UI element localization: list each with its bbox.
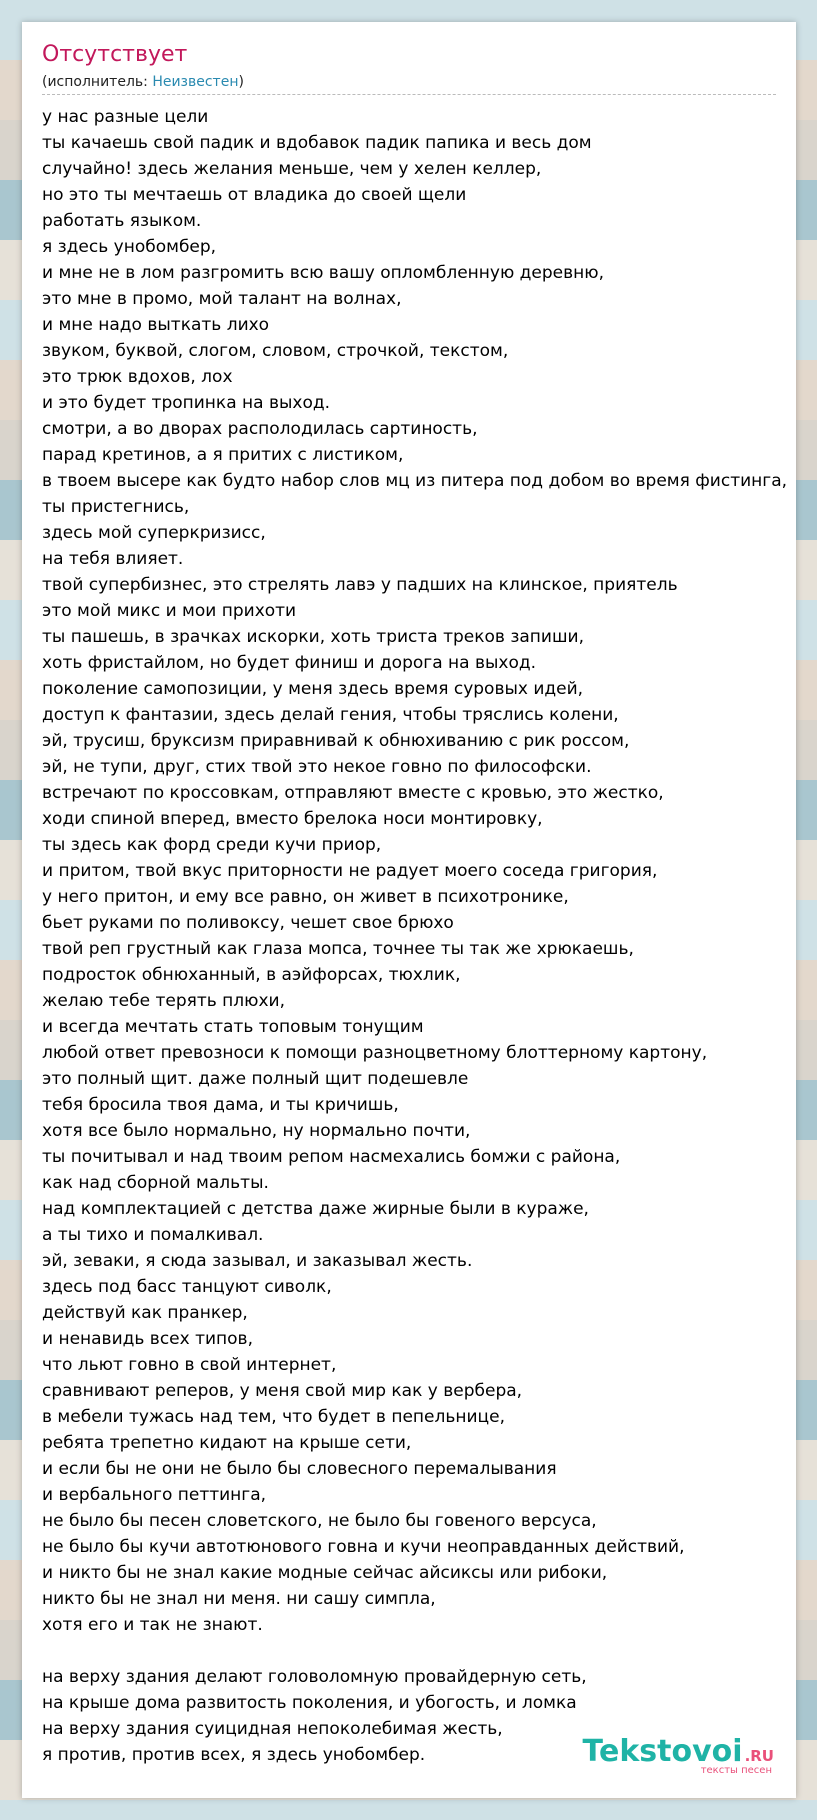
lyric-line: и вербального петтинга,: [42, 1485, 267, 1505]
lyric-line: но это ты мечтаешь от владика до своей щели: [42, 185, 467, 205]
lyric-line: случайно! здесь желания меньше, чем у хелен келлер,: [42, 159, 542, 179]
lyric-line: и всегда мечтать стать топовым тонущим: [42, 1017, 424, 1037]
lyric-line: ты здесь как форд среди кучи приор,: [42, 835, 382, 855]
lyric-line: не было бы кучи автотюнового говна и кучи неоправданных действий,: [42, 1537, 685, 1557]
lyric-line: я здесь унобомбер,: [42, 237, 217, 257]
lyric-line: смотри, а во дворах располодилась сартиность,: [42, 419, 478, 439]
lyric-line: здесь мой суперкризисс,: [42, 523, 266, 543]
site-logo[interactable]: [583, 1734, 774, 1776]
lyrics-text: [42, 104, 796, 1768]
lyric-line: и притом, твой вкус приторности не радует моего соседа григория,: [42, 861, 658, 881]
lyric-line: на тебя влияет.: [42, 549, 184, 569]
lyric-line: у него притон, и ему все равно, он живет в психотронике,: [42, 887, 569, 907]
lyric-line: как над сборной мальты.: [42, 1173, 269, 1193]
lyric-line: и если бы не они не было бы словесного перемалывания: [42, 1459, 557, 1479]
lyric-line: а ты тихо и помалкивал.: [42, 1225, 264, 1245]
lyric-line: тебя бросила твоя дама, и ты кричишь,: [42, 1095, 399, 1115]
lyric-line: у нас разные цели: [42, 107, 209, 127]
lyric-line: на верху здания суицидная непоколебимая жесть,: [42, 1719, 503, 1739]
lyric-line: это мне в промо, мой талант на волнах,: [42, 289, 402, 309]
lyric-line: и мне не в лом разгромить всю вашу опломбленную деревню,: [42, 263, 604, 283]
lyric-line: и ненавидь всех типов,: [42, 1329, 253, 1349]
lyric-line: эй, трусиш, бруксизм приравнивай к обнюхиванию с рик россом,: [42, 731, 630, 751]
lyric-line: это мой микс и мои прихоти: [42, 601, 297, 621]
lyric-line: эй, зеваки, я сюда зазывал, и заказывал жесть.: [42, 1251, 473, 1271]
lyric-line: твой супербизнес, это стрелять лавэ у падших на клинское, приятель: [42, 575, 678, 595]
lyric-line: звуком, буквой, слогом, словом, строчкой, текстом,: [42, 341, 509, 361]
lyric-line: парад кретинов, а я притих с листиком,: [42, 445, 404, 465]
lyric-line: и никто бы не знал какие модные сейчас айсиксы или рибоки,: [42, 1563, 608, 1583]
lyric-line: ходи спиной вперед, вместо брелока носи монтировку,: [42, 809, 543, 829]
lyric-line: ты пристегнись,: [42, 497, 190, 517]
lyric-line: доступ к фантазии, здесь делай гения, чтобы тряслись колени,: [42, 705, 619, 725]
lyric-line: встречают по кроссовкам, отправляют вместе с кровью, это жестко,: [42, 783, 664, 803]
artist-suffix: ): [238, 74, 244, 90]
lyric-line: хотя все было нормально, ну нормально почти,: [42, 1121, 471, 1141]
lyric-line: хоть фристайлом, но будет финиш и дорога на выход.: [42, 653, 537, 673]
lyric-line: и мне надо выткать лихо: [42, 315, 270, 335]
lyric-line: работать языком.: [42, 211, 202, 231]
artist-link[interactable]: Неизвестен: [152, 74, 239, 90]
song-title: Отсутствует: [42, 42, 188, 67]
lyric-line: я против, против всех, я здесь унобомбер.: [42, 1745, 426, 1765]
lyric-line: хотя его и так не знают.: [42, 1615, 263, 1635]
lyric-line: на крыше дома развитость поколения, и убогость, и ломка: [42, 1693, 577, 1713]
lyric-line: действуй как пранкер,: [42, 1303, 248, 1323]
lyric-line: ребята трепетно кидают на крыше сети,: [42, 1433, 412, 1453]
lyric-line: подросток обнюханный, в аэйфорсах, тюхлик,: [42, 965, 461, 985]
logo-tld: .RU: [744, 1747, 774, 1765]
lyric-line: это полный щит. даже полный щит подешевле: [42, 1069, 469, 1089]
lyric-line: бьет руками по поливоксу, чешет свое брюхо: [42, 913, 454, 933]
logo-subtitle: тексты песен: [700, 1765, 772, 1776]
lyric-line: это трюк вдохов, лох: [42, 367, 233, 387]
lyric-line: поколение самопозиции, у меня здесь время суровых идей,: [42, 679, 584, 699]
lyric-line: желаю тебе терять плюхи,: [42, 991, 285, 1011]
lyric-line: в твоем высере как будто набор слов мц из питера под добом во время фистинга,: [42, 471, 788, 491]
lyric-line: любой ответ превозноси к помощи разноцветному блоттерному картону,: [42, 1043, 708, 1063]
lyric-line: ты пашешь, в зрачках искорки, хоть триста треков запиши,: [42, 627, 584, 647]
logo-main-text: Tekstovoi: [582, 1734, 743, 1769]
artist-prefix: (исполнитель:: [42, 74, 153, 90]
lyric-line: в мебели тужась над тем, что будет в пепельнице,: [42, 1407, 505, 1427]
lyric-line: на верху здания делают головоломную провайдерную сеть,: [42, 1667, 587, 1687]
lyric-line: сравнивают реперов, у меня свой мир как у вербера,: [42, 1381, 523, 1401]
artist-line: [42, 74, 244, 90]
lyric-line: эй, не тупи, друг, стих твой это некое говно по философски.: [42, 757, 592, 777]
lyric-line: твой реп грустный как глаза мопса, точнее ты так же хрюкаешь,: [42, 939, 634, 959]
lyric-line: ты почитывал и над твоим репом насмехались бомжи с района,: [42, 1147, 621, 1167]
lyric-line: над комплектацией с детства даже жирные были в кураже,: [42, 1199, 589, 1219]
lyric-line: не было бы песен словетского, не было бы говеного версуса,: [42, 1511, 597, 1531]
lyrics-card: [22, 22, 796, 1798]
lyric-line: и это будет тропинка на выход.: [42, 393, 331, 413]
title-divider: [42, 94, 776, 95]
lyric-line: никто бы не знал ни меня. ни сашу симпла,: [42, 1589, 436, 1609]
lyric-line: [42, 1638, 796, 1664]
lyric-line: что льют говно в свой интернет,: [42, 1355, 337, 1375]
lyric-line: ты качаешь свой падик и вдобавок падик папика и весь дом: [42, 133, 592, 153]
lyric-line: здесь под басс танцуют сиволк,: [42, 1277, 332, 1297]
